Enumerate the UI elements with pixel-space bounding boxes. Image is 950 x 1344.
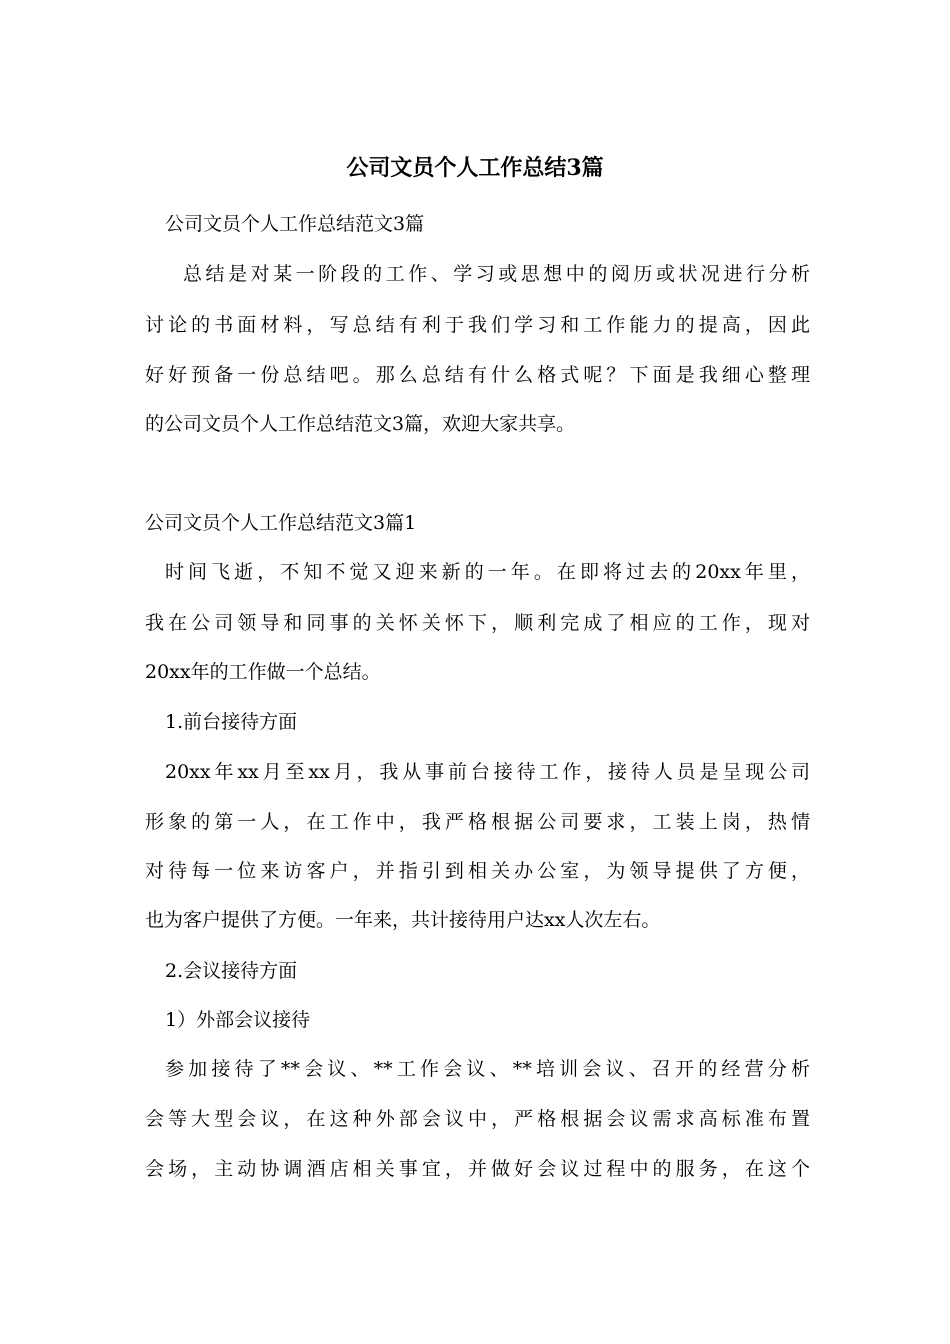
para3-line-3: 会场，主动协调酒店相关事宜，并做好会议过程中的服务，在这个 — [145, 1158, 810, 1180]
item-heading-meetings: 2.会议接待方面 — [165, 960, 298, 982]
para1-line-2: 我在公司领导和同事的关怀关怀下，顺利完成了相应的工作，现对 — [145, 612, 810, 634]
section-heading: 公司文员个人工作总结范文3篇1 — [145, 512, 417, 534]
para2-line-2: 形象的第一人，在工作中，我严格根据公司要求，工装上岗，热情 — [145, 811, 810, 833]
item-heading-front-desk: 1.前台接待方面 — [165, 711, 298, 733]
intro-line-4: 的公司文员个人工作总结范文3篇，欢迎大家共享。 — [145, 413, 576, 435]
para3-line-2: 会等大型会议，在这种外部会议中，严格根据会议需求高标准布置 — [145, 1108, 810, 1130]
intro-line-2: 讨论的书面材料，写总结有利于我们学习和工作能力的提高，因此 — [145, 314, 810, 336]
para2-line-3: 对待每一位来访客户，并指引到相关办公室，为领导提供了方便， — [145, 860, 810, 882]
document-subtitle: 公司文员个人工作总结范文3篇 — [165, 213, 425, 235]
para1-line-3: 20xx年的工作做一个总结。 — [145, 661, 381, 683]
intro-line-3: 好好预备一份总结吧。那么总结有什么格式呢？下面是我细心整理 — [145, 364, 810, 386]
para2-line-4: 也为客户提供了方便。一年来，共计接待用户达xx人次左右。 — [145, 909, 661, 931]
para3-line-1: 参加接待了**会议、**工作会议、**培训会议、召开的经营分析 — [165, 1058, 810, 1080]
subitem-heading-external-meetings: 1）外部会议接待 — [165, 1009, 311, 1031]
para2-line-1: 20xx年xx月至xx月，我从事前台接待工作，接待人员是呈现公司 — [165, 761, 810, 783]
para1-line-1: 时间飞逝，不知不觉又迎来新的一年。在即将过去的20xx年里， — [165, 561, 810, 583]
document-title: 公司文员个人工作总结3篇 — [346, 155, 604, 181]
intro-line-1: 总结是对某一阶段的工作、学习或思想中的阅历或状况进行分析 — [183, 263, 810, 285]
